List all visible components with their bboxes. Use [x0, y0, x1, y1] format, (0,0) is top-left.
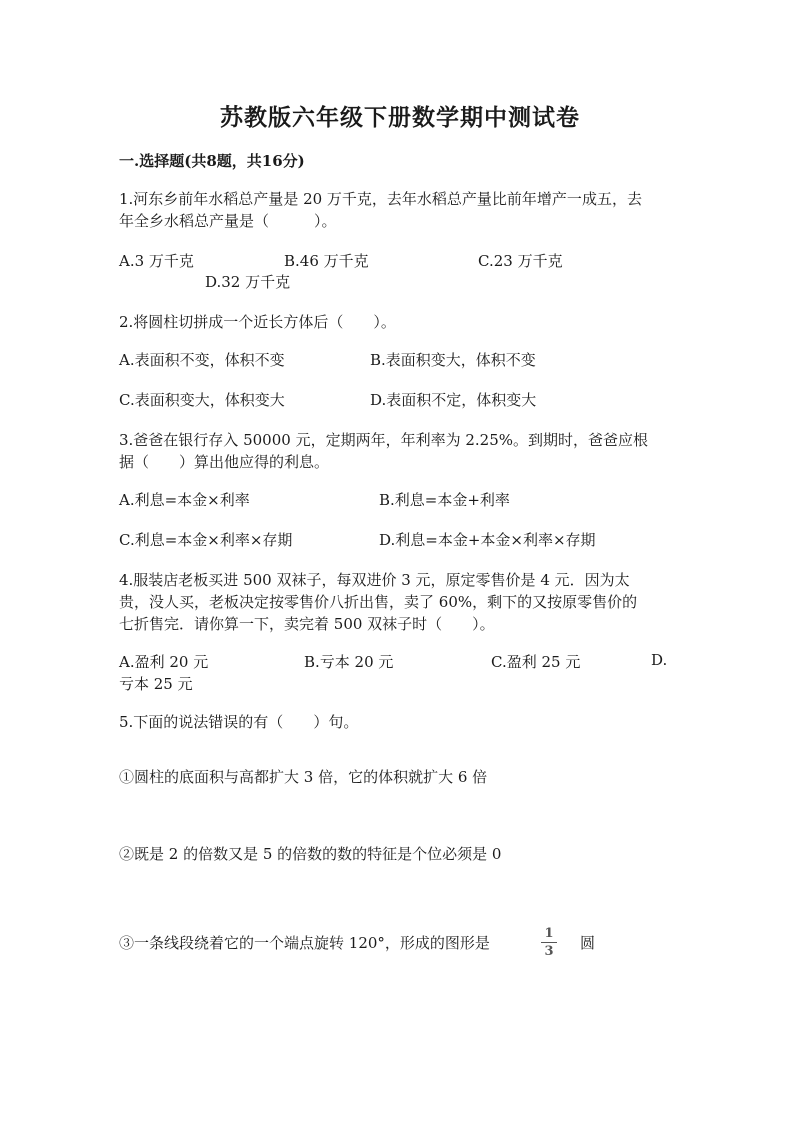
section-heading: 一.选择题(共8题，共16分): [119, 152, 305, 170]
question-3-option-c: C.利息=本金×利率×存期: [119, 531, 293, 549]
question-2-option-d: D.表面积不定，体积变大: [370, 391, 537, 409]
question-2-option-b: B.表面积变大，体积不变: [370, 351, 536, 369]
question-2-option-c: C.表面积变大，体积变大: [119, 391, 285, 409]
question-2-line-1: 2.将圆柱切拼成一个近长方体后（ ）。: [119, 313, 396, 331]
fraction-bar: [541, 942, 557, 943]
question-4-line-1: 4.服装店老板买进 500 双袜子，每双进价 3 元，原定零售价是 4 元．因为太: [119, 571, 630, 589]
question-5-statement-3-tail: 圆: [580, 934, 596, 952]
question-1-option-a: A.3 万千克: [119, 252, 194, 270]
question-4-option-d-text: 亏本 25 元: [119, 675, 193, 693]
question-5-statement-2: ②既是 2 的倍数又是 5 的倍数的数的特征是个位必须是 0: [119, 845, 502, 863]
question-3-option-a: A.利息=本金×利率: [119, 491, 250, 509]
question-3-option-b: B.利息=本金+利率: [379, 491, 510, 509]
question-4-option-a: A.盈利 20 元: [119, 653, 209, 671]
fraction-numerator: 1: [544, 926, 554, 941]
question-1-line-2: 年全乡水稻总产量是（ ）。: [119, 212, 337, 230]
fraction-denominator: 3: [544, 944, 554, 959]
question-4-option-c: C.盈利 25 元: [491, 653, 581, 671]
question-1-option-c: C.23 万千克: [478, 252, 563, 270]
question-4-line-2: 贵，没人买，老板决定按零售价八折出售，卖了 60%，剩下的又按原零售价的: [119, 593, 638, 611]
question-5-line-1: 5.下面的说法错误的有（ ）句。: [119, 713, 359, 731]
question-5-statement-3: ③一条线段绕着它的一个端点旋转 120°，形成的图形是: [119, 934, 490, 952]
question-4-option-d-prefix: D.: [651, 651, 668, 669]
question-2-option-a: A.表面积不变，体积不变: [119, 351, 285, 369]
page-title: 苏教版六年级下册数学期中测试卷: [220, 104, 580, 131]
question-1-option-d: D.32 万千克: [205, 273, 291, 291]
question-1-option-b: B.46 万千克: [284, 252, 369, 270]
question-3-line-2: 据（ ）算出他应得的利息。: [119, 453, 330, 471]
question-3-line-1: 3.爸爸在银行存入 50000 元，定期两年，年利率为 2.25%。到期时，爸爸应根: [119, 431, 648, 449]
question-1-line-1: 1.河东乡前年水稻总产量是 20 万千克，去年水稻总产量比前年增产一成五，去: [119, 190, 642, 208]
fraction-one-third: [541, 926, 557, 959]
question-3-option-d: D.利息=本金+本金×利率×存期: [379, 531, 596, 549]
question-5-statement-1: ①圆柱的底面积与高都扩大 3 倍，它的体积就扩大 6 倍: [119, 768, 488, 786]
question-4-option-b: B.亏本 20 元: [304, 653, 394, 671]
question-4-line-3: 七折售完．请你算一下，卖完着 500 双袜子时（ ）。: [119, 615, 495, 633]
